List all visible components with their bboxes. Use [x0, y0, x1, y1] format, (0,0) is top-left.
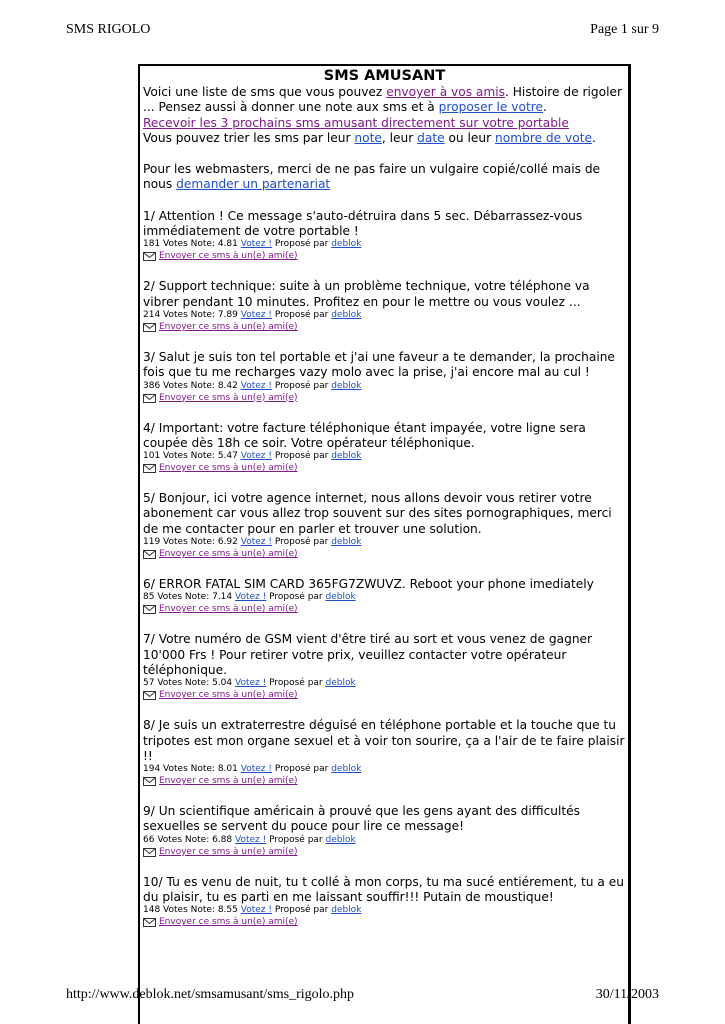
sms-meta: 148 Votes Note: 8.55 Votez ! Proposé par deblok [143, 905, 362, 916]
sort-by-note-link[interactable]: note [354, 130, 382, 145]
envelope-icon[interactable] [143, 691, 156, 700]
sms-text: 1/ Attention ! Ce message s'auto-détruira dans 5 sec. Débarrassez-vous immédiatement de votre portable ! [143, 208, 583, 239]
send-sms-link[interactable]: Envoyer ce sms à un(e) ami(e) [159, 463, 298, 474]
sms-meta: 214 Votes Note: 7.89 Votez ! Proposé par deblok [143, 309, 362, 320]
envelope-icon[interactable] [143, 918, 156, 927]
envelope-icon[interactable] [143, 252, 156, 261]
author-link[interactable]: deblok [325, 592, 356, 603]
sms-meta: 66 Votes Note: 6.88 Votez ! Proposé par deblok [143, 834, 356, 845]
header-title: SMS RIGOLO [66, 22, 151, 37]
author-link[interactable]: deblok [331, 451, 362, 462]
send-sms-link[interactable]: Envoyer ce sms à un(e) ami(e) [159, 392, 298, 403]
author-link[interactable]: deblok [331, 380, 362, 391]
send-row [143, 392, 626, 405]
send-sms-link[interactable]: Envoyer ce sms à un(e) ami(e) [159, 549, 298, 560]
note-value: 7.89 [217, 309, 238, 320]
send-row [143, 775, 626, 788]
note-value: 6.92 [217, 537, 238, 548]
vote-link[interactable]: Votez ! [235, 834, 267, 845]
envelope-icon[interactable] [143, 464, 156, 473]
vote-link[interactable]: Votez ! [235, 678, 267, 689]
note-value: 5.47 [217, 451, 238, 462]
intro-paragraph: Voici une liste de sms que vous pouvez envoyer à vos amis. Histoire de rigoler ... Pensez aussi à donner une note aux sms et à proposer le votre. Recevoir les 3 prochains sms amusant directement sur votre portable Vous pouvez trier les sms par leur note, leur date ou leur nombre de vote. [143, 85, 622, 145]
sms-item [143, 350, 626, 405]
sms-text: 6/ ERROR FATAL SIM CARD 365FG7ZWUVZ. Reboot your phone imediately [143, 577, 594, 592]
sort-by-date-link[interactable]: date [417, 130, 445, 145]
author-link[interactable]: deblok [331, 309, 362, 320]
vote-count: 181 [143, 239, 161, 250]
sms-text: 5/ Bonjour, ici votre agence internet, nous allons devoir vous retirer votre abonement car vous allez trop souvent sur des sites pornographiques, merci de me contacter pour en parler et trouver une solution. [143, 491, 612, 536]
author-link[interactable]: deblok [331, 239, 362, 250]
note-value: 8.01 [217, 764, 238, 775]
vote-link[interactable]: Votez ! [240, 905, 272, 916]
note-value: 8.55 [217, 905, 238, 916]
content-box [138, 64, 631, 1024]
page-header [66, 22, 659, 38]
sms-meta: 57 Votes Note: 5.04 Votez ! Proposé par deblok [143, 678, 356, 689]
send-row [143, 462, 626, 475]
vote-count: 85 [143, 592, 155, 603]
send-sms-link[interactable]: Envoyer ce sms à un(e) ami(e) [159, 251, 298, 262]
sms-item [143, 491, 626, 561]
sms-meta: 181 Votes Note: 4.81 Votez ! Proposé par deblok [143, 239, 362, 250]
send-sms-link[interactable]: Envoyer ce sms à un(e) ami(e) [159, 690, 298, 701]
sms-meta: 386 Votes Note: 8.42 Votez ! Proposé par deblok [143, 380, 362, 391]
sms-text: 2/ Support technique: suite à un problème technique, votre téléphone va vibrer pendant 10 minutes. Profitez en pour le mettre ou vous voulez ... [143, 279, 590, 309]
send-row [143, 321, 626, 334]
send-row [143, 548, 626, 561]
sms-item [143, 279, 626, 334]
vote-count: 119 [143, 537, 161, 548]
sort-by-votes-link[interactable]: nombre de vote [495, 130, 592, 145]
footer-url: http://www.deblok.net/smsamusant/sms_rigolo.php [66, 987, 355, 1002]
note-value: 6.88 [212, 834, 233, 845]
send-row [143, 916, 626, 929]
propose-sms-link[interactable]: proposer le votre [438, 100, 543, 115]
sms-meta: 85 Votes Note: 7.14 Votez ! Proposé par deblok [143, 592, 356, 603]
sms-meta: 101 Votes Note: 5.47 Votez ! Proposé par deblok [143, 451, 362, 462]
sms-meta: 194 Votes Note: 8.01 Votez ! Proposé par deblok [143, 764, 362, 775]
envelope-icon[interactable] [143, 394, 156, 403]
vote-link[interactable]: Votez ! [240, 537, 272, 548]
page-title: SMS AMUSANT [323, 68, 446, 84]
sms-item [143, 577, 626, 616]
send-sms-link[interactable]: Envoyer ce sms à un(e) ami(e) [159, 846, 298, 857]
sms-text: 10/ Tu es venu de nuit, tu t collé à mon corps, tu ma sucé entiérement, tu a eu du plaisir, tu es parti en me laissant souffir!!! Putain de moustique! [143, 874, 624, 905]
author-link[interactable]: deblok [331, 764, 362, 775]
vote-link[interactable]: Votez ! [240, 451, 272, 462]
webmaster-paragraph: Pour les webmasters, merci de ne pas faire un vulgaire copié/collé mais de nous demander un partenariat [143, 162, 601, 192]
vote-count: 194 [143, 764, 161, 775]
send-sms-link[interactable]: Envoyer ce sms à un(e) ami(e) [159, 321, 298, 332]
note-value: 8.42 [217, 380, 238, 391]
note-value: 7.14 [212, 592, 233, 603]
sms-text: 4/ Important: votre facture téléphonique étant impayée, votre ligne sera coupée dès 18h ce soir. Votre opérateur téléphonique. [143, 420, 586, 450]
send-row [143, 846, 626, 859]
vote-link[interactable]: Votez ! [240, 239, 272, 250]
send-row [143, 250, 626, 263]
vote-count: 386 [143, 380, 161, 391]
send-sms-link[interactable]: Envoyer ce sms à un(e) ami(e) [159, 917, 298, 928]
envelope-icon[interactable] [143, 777, 156, 786]
vote-count: 214 [143, 309, 161, 320]
envelope-icon[interactable] [143, 605, 156, 614]
sms-text: 3/ Salut je suis ton tel portable et j'ai une faveur a te demander, la prochaine fois que tu me recharges vazy molo avec la prise, j'ai encore mal au cul ! [143, 349, 615, 380]
envelope-icon[interactable] [143, 323, 156, 332]
vote-link[interactable]: Votez ! [240, 764, 272, 775]
send-row [143, 603, 626, 616]
page-number: Page 1 sur 9 [590, 22, 659, 37]
sms-meta: 119 Votes Note: 6.92 Votez ! Proposé par deblok [143, 537, 362, 548]
sms-text: 9/ Un scientifique américain à prouvé que les gens ayant des difficultés sexuelles se servent du pouce pour lire ce message! [143, 804, 581, 834]
vote-link[interactable]: Votez ! [235, 592, 267, 603]
sms-text: 8/ Je suis un extraterrestre déguisé en téléphone portable et la touche que tu tripotes est mon organe sexuel et à voir ton sourire, ça a l'air de te faire plaisir !! [143, 718, 625, 763]
sms-list [143, 209, 626, 930]
author-link[interactable]: deblok [331, 905, 362, 916]
receive-sms-link[interactable]: Recevoir les 3 prochains sms amusant directement sur votre portable [143, 115, 569, 130]
send-sms-link[interactable]: Envoyer ce sms à un(e) ami(e) [159, 776, 298, 787]
vote-count: 148 [143, 905, 161, 916]
partnership-link[interactable]: demander un partenariat [176, 177, 331, 192]
envelope-icon[interactable] [143, 848, 156, 857]
sms-item [143, 804, 626, 859]
send-row [143, 689, 626, 702]
page-footer [66, 987, 659, 1003]
send-to-friends-link[interactable]: envoyer à vos amis [386, 85, 506, 99]
sms-item [143, 632, 626, 702]
sms-item [143, 421, 626, 476]
note-value: 4.81 [217, 239, 238, 250]
vote-link[interactable]: Votez ! [240, 309, 272, 320]
sms-item [143, 875, 626, 930]
sms-item [143, 209, 626, 264]
vote-count: 66 [143, 834, 155, 845]
vote-count: 101 [143, 451, 161, 462]
sms-item [143, 718, 626, 788]
envelope-icon[interactable] [143, 550, 156, 559]
footer-date: 30/11/2003 [595, 987, 659, 1002]
vote-count: 57 [143, 678, 155, 689]
note-value: 5.04 [212, 678, 233, 689]
author-link[interactable]: deblok [325, 678, 356, 689]
sms-text: 7/ Votre numéro de GSM vient d'être tiré au sort et vous venez de gagner 10'000 Frs ! Pour retirer votre prix, veuillez contacter votre opérateur téléphonique. [143, 632, 593, 677]
vote-link[interactable]: Votez ! [240, 380, 272, 391]
author-link[interactable]: deblok [325, 834, 356, 845]
send-sms-link[interactable]: Envoyer ce sms à un(e) ami(e) [159, 604, 298, 615]
author-link[interactable]: deblok [331, 537, 362, 548]
